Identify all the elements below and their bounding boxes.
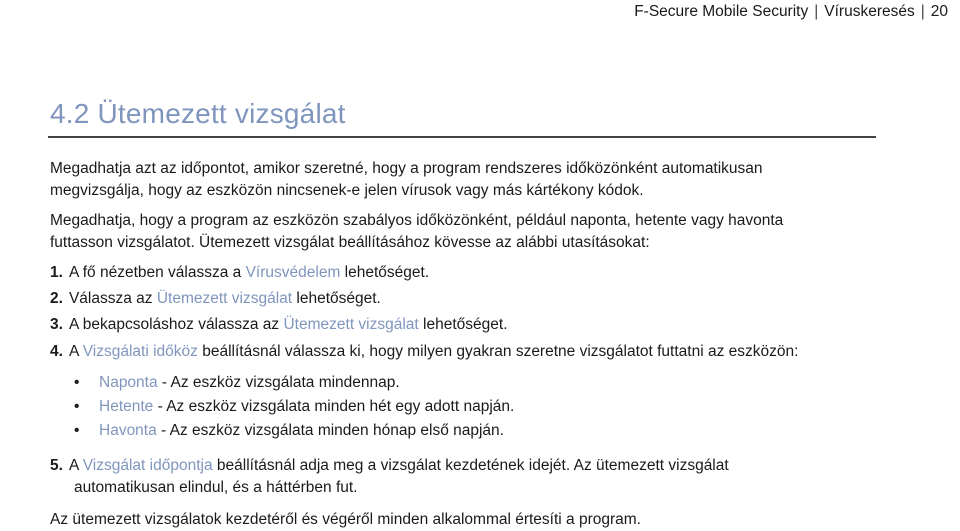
intro-line-1: Megadhatja azt az időpontot, amikor szeretné, hogy a program rendszeres időközönként automatikusan [50, 160, 763, 177]
step-number: 4. [50, 343, 63, 360]
header-product: F-Secure Mobile Security [634, 3, 809, 20]
step-number: 3. [50, 316, 63, 333]
option-term: Havonta [99, 422, 157, 439]
bullet-item-monthly [74, 420, 504, 442]
step-text: A fő nézetben válassza a [68, 264, 246, 281]
step-text: A bekapcsoláshoz válassza az [68, 316, 284, 333]
instructions-line-1: Megadhatja, hogy a program az eszközön szabályos időközönként, például naponta, hetente vagy havonta [50, 212, 784, 229]
step-number: 5. [50, 457, 63, 474]
ui-term: Vizsgálat időpontja [82, 457, 213, 474]
option-term: Hetente [99, 398, 154, 415]
header-page-number: 20 [930, 3, 948, 20]
step-text: A [68, 457, 83, 474]
step-text: Válassza az [68, 290, 157, 307]
step-5-line-2: automatikusan elindul, és a háttérben fut. [74, 479, 358, 496]
bullet-item-weekly [74, 396, 514, 418]
step-5 [50, 455, 850, 499]
title-rule [48, 136, 876, 138]
step-number: 2. [50, 290, 63, 307]
bullet-icon: • [74, 422, 80, 439]
step-text: beállításnál válassza ki, hogy milyen gyakran szeretne vizsgálatot futtatni az eszközön: [197, 343, 799, 360]
step-1 [50, 262, 429, 284]
running-header [0, 0, 960, 26]
header-section: Víruskeresés [824, 3, 915, 20]
step-4 [50, 341, 798, 363]
step-text: lehetőséget. [418, 316, 508, 333]
step-text: lehetőséget. [340, 264, 430, 281]
ui-term: Ütemezett vizsgálat [283, 316, 419, 333]
bullet-icon: • [74, 374, 80, 391]
header-separator: | [920, 3, 925, 20]
step-3 [50, 314, 508, 336]
option-desc: - Az eszköz vizsgálata mindennap. [157, 374, 400, 391]
ui-term: Vizsgálati időköz [82, 343, 198, 360]
step-text: beállításnál adja meg a vizsgálat kezdetének idejét. Az ütemezett vizsgálat [212, 457, 729, 474]
header-separator: | [814, 3, 819, 20]
option-desc: - Az eszköz vizsgálata minden hét egy adott napján. [153, 398, 515, 415]
step-number: 1. [50, 264, 63, 281]
step-text: A [68, 343, 83, 360]
intro-line-2: megvizsgálja, hogy az eszközön nincsenek-e jelen vírusok vagy más kártékony kódok. [50, 182, 644, 199]
instructions-line-2: futtasson vizsgálatot. Ütemezett vizsgálat beállításához kövesse az alábbi utasításokat: [50, 234, 650, 251]
step-text: lehetőséget. [292, 290, 381, 307]
option-term: Naponta [99, 374, 158, 391]
bullet-item-daily [74, 372, 400, 394]
option-desc: - Az eszköz vizsgálata minden hónap első napján. [156, 422, 504, 439]
ui-term: Ütemezett vizsgálat [156, 290, 293, 307]
intro-paragraph [50, 158, 910, 202]
step-5-line-1 [50, 455, 850, 477]
closing-note: Az ütemezett vizsgálatok kezdetéről és végéről minden alkalommal értesíti a program. [50, 511, 641, 528]
instructions-paragraph [50, 210, 910, 254]
bullet-icon: • [74, 398, 80, 415]
ui-term: Vírusvédelem [245, 264, 341, 281]
step-2 [50, 288, 381, 310]
section-title: 4.2 Ütemezett vizsgálat [50, 98, 346, 129]
